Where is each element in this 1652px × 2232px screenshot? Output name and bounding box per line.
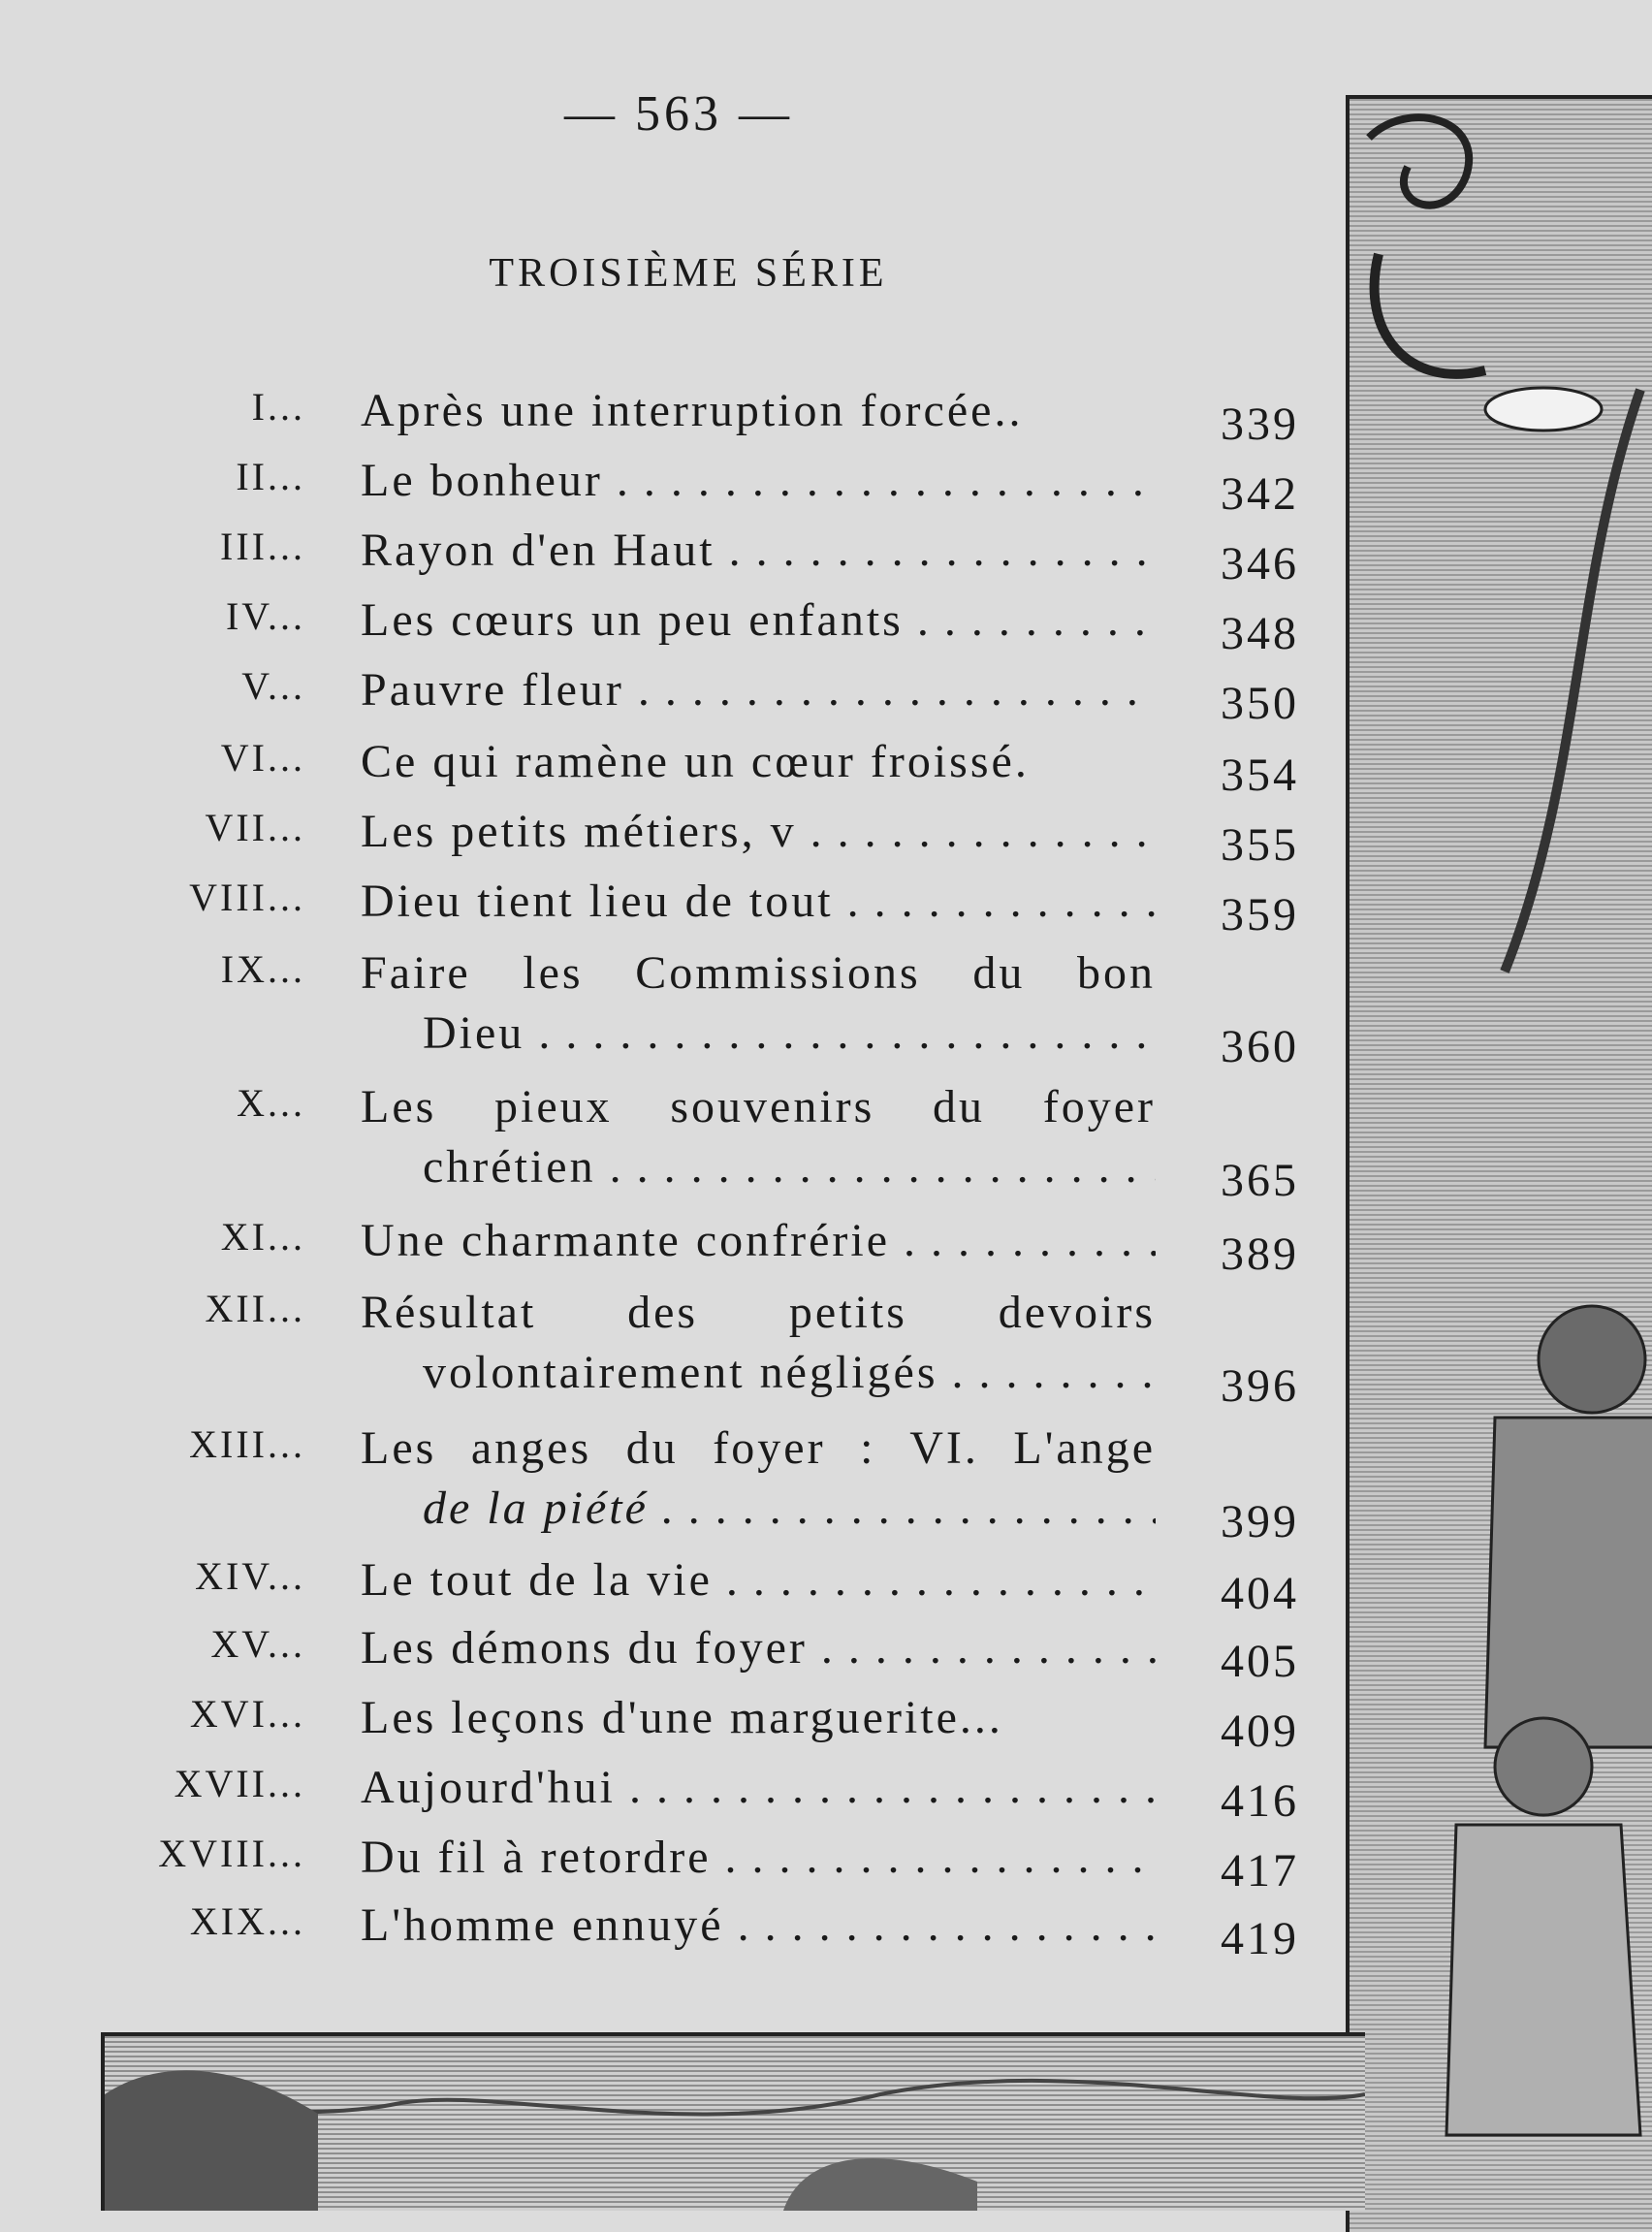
toc-entry[interactable] xyxy=(0,805,1357,871)
chapter-number: V... xyxy=(241,664,305,708)
toc-entry[interactable] xyxy=(0,1421,1357,1547)
chapter-number: XI... xyxy=(220,1215,305,1259)
page-ref: 346 xyxy=(1221,538,1299,590)
chapter-number: III... xyxy=(220,525,305,568)
chapter-title-continuation: Dieu . . . xyxy=(423,1006,1156,1060)
chapter-title: Les cœurs un peu enfants . . . xyxy=(361,593,1156,647)
toc-entry[interactable] xyxy=(0,1691,1357,1757)
chapter-number: VII... xyxy=(205,806,305,849)
chapter-title-continuation: chrétien . . . xyxy=(423,1140,1156,1194)
page-ref: 389 xyxy=(1221,1228,1299,1280)
chapter-title: Faire les Commissions du bon xyxy=(361,947,1156,999)
toc-entry[interactable] xyxy=(0,1761,1357,1827)
chapter-number: IX... xyxy=(220,947,305,991)
chapter-number: XV... xyxy=(210,1622,305,1666)
chapter-number: XIX... xyxy=(189,1899,305,1943)
chapter-number: IV... xyxy=(225,594,305,638)
chapter-title: Après une interruption forcée.. xyxy=(361,385,1024,436)
chapter-title: Les petits métiers, v . . . xyxy=(361,805,1156,858)
chapter-title: Les démons du foyer . . . xyxy=(361,1621,1156,1674)
page-ref: 348 xyxy=(1221,608,1299,659)
page-ref: 342 xyxy=(1221,468,1299,520)
chapter-number: X... xyxy=(237,1081,305,1125)
page-ref: 354 xyxy=(1221,749,1299,801)
chapter-title-continuation: de la piété . . . xyxy=(423,1482,1156,1535)
chapter-title: Le bonheur . . . xyxy=(361,454,1156,507)
chapter-number: I... xyxy=(251,385,305,429)
chapter-title: Rayon d'en Haut . . . xyxy=(361,524,1156,577)
page-ref: 339 xyxy=(1221,399,1299,450)
chapter-title: L'homme ennuyé . . . xyxy=(361,1898,1156,1952)
chapter-number: XII... xyxy=(205,1287,305,1330)
page-number: — 563 — xyxy=(564,86,793,142)
page-ref: 350 xyxy=(1221,678,1299,729)
chapter-title: Une charmante confrérie . . . xyxy=(361,1214,1156,1267)
chapter-title: Dieu tient lieu de tout . . . xyxy=(361,875,1156,928)
page-ref: 409 xyxy=(1221,1706,1299,1757)
toc-entry[interactable] xyxy=(0,593,1357,659)
baptism-engraving-icon xyxy=(1350,99,1652,2232)
chapter-title: Les anges du foyer : VI. L'ange xyxy=(361,1422,1156,1474)
toc-entry[interactable] xyxy=(0,1831,1357,1897)
chapter-title-continuation: volontairement négligés . . . xyxy=(423,1346,1156,1399)
toc-entry[interactable] xyxy=(0,1286,1357,1412)
toc-entry[interactable] xyxy=(0,454,1357,520)
chapter-number: XVI... xyxy=(189,1692,305,1736)
page-ref: 359 xyxy=(1221,889,1299,941)
page-ref: 416 xyxy=(1221,1775,1299,1827)
engraving-illustration-right xyxy=(1346,95,1652,2232)
chapter-title: Pauvre fleur . . . xyxy=(361,663,1156,717)
chapter-number: II... xyxy=(236,455,305,498)
page-ref: 405 xyxy=(1221,1636,1299,1687)
page-ref: 360 xyxy=(1221,1021,1299,1072)
toc-entry[interactable] xyxy=(0,946,1357,1072)
toc-entry[interactable] xyxy=(0,1898,1357,1964)
chapter-title: Du fil à retordre . . . xyxy=(361,1831,1156,1884)
chapter-number: XIII... xyxy=(189,1422,305,1466)
page-ref: 404 xyxy=(1221,1568,1299,1619)
chapter-number: XVIII... xyxy=(158,1832,305,1875)
toc-entry[interactable] xyxy=(0,1553,1357,1619)
chapter-number: VI... xyxy=(220,736,305,780)
chapter-title: Ce qui ramène un cœur froissé. xyxy=(361,736,1030,787)
chapter-number: XVII... xyxy=(174,1762,305,1805)
toc-entry[interactable] xyxy=(0,524,1357,590)
toc-entry[interactable] xyxy=(0,1621,1357,1687)
engraving-illustration-bottom xyxy=(101,2032,1365,2211)
chapter-number: VIII... xyxy=(189,876,305,919)
chapter-title: Les leçons d'une marguerite... xyxy=(361,1692,1003,1743)
chapter-title: Les pieux souvenirs du foyer xyxy=(361,1081,1156,1132)
page-ref: 396 xyxy=(1221,1360,1299,1412)
chapter-title: Résultat des petits devoirs xyxy=(361,1287,1156,1338)
page-ref: 399 xyxy=(1221,1496,1299,1547)
toc-entry[interactable] xyxy=(0,1214,1357,1280)
toc-entry[interactable] xyxy=(0,1080,1357,1206)
page-ref: 417 xyxy=(1221,1845,1299,1897)
toc-entry[interactable] xyxy=(0,875,1357,941)
series-title: TROISIÈME SÉRIE xyxy=(489,251,888,296)
page-ref: 355 xyxy=(1221,819,1299,871)
toc-entry[interactable] xyxy=(0,735,1357,801)
chapter-number: XIV... xyxy=(195,1554,305,1598)
landscape-engraving-icon xyxy=(105,2036,1365,2211)
toc-entry[interactable] xyxy=(0,384,1357,450)
chapter-title: Aujourd'hui . . . xyxy=(361,1761,1156,1814)
toc-entry[interactable] xyxy=(0,663,1357,729)
page-ref: 365 xyxy=(1221,1155,1299,1206)
chapter-title: Le tout de la vie . . . xyxy=(361,1553,1156,1607)
page-ref: 419 xyxy=(1221,1913,1299,1964)
